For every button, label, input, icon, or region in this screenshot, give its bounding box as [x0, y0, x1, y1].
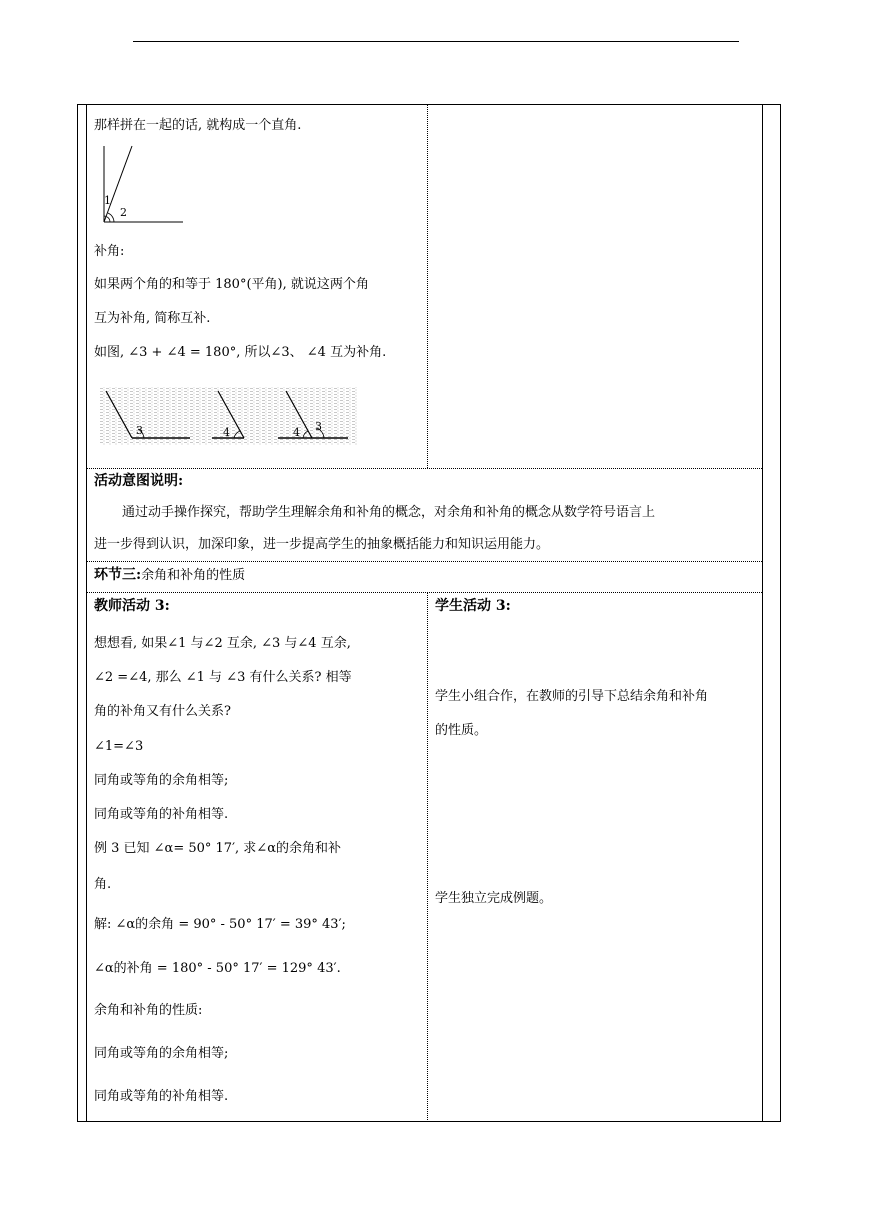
teacher-line: ∠α的补角 = 180° - 50° 17′ = 129° 43′.: [94, 961, 341, 976]
intent-title: 活动意图说明:: [94, 473, 184, 489]
fig2-label-3b: 3: [315, 420, 322, 433]
header-rule: [133, 41, 739, 42]
student-title: 学生活动 3:: [435, 598, 511, 614]
intent-body-line2: 进一步得到认识，加深印象，进一步提高学生的抽象概括能力和知识运用能力。: [94, 537, 550, 552]
angle-label-1: 1: [104, 194, 111, 207]
section3-label: 环节三:: [94, 567, 142, 583]
teacher-line: 角.: [94, 877, 112, 892]
supplement-definition-line2: 互为补角, 简称互补.: [94, 311, 211, 326]
teacher-line: 同角或等角的余角相等;: [94, 773, 229, 788]
section3-heading: [94, 567, 245, 584]
fig2-label-4b: 4: [293, 426, 300, 439]
teacher-title: 教师活动 3:: [94, 598, 170, 614]
supplement-title: 补角:: [94, 244, 125, 259]
supplement-example: 如图, ∠3 + ∠4 = 180°, 所以∠3、 ∠4 互为补角.: [94, 345, 387, 360]
teacher-line: 同角或等角的补角相等.: [94, 1089, 229, 1104]
section3-title: 余角和补角的性质: [141, 568, 246, 583]
column-divider-bottom: [427, 592, 428, 1122]
teacher-line: 解: ∠α的余角 = 90° - 50° 17′ = 39° 43′;: [94, 917, 346, 932]
teacher-line: 角的补角又有什么关系?: [94, 704, 231, 719]
teacher-line: 同角或等角的补角相等.: [94, 807, 229, 822]
table-left-inner-border: [86, 104, 87, 1122]
teacher-line: 例 3 已知 ∠α= 50° 17′, 求∠α的余角和补: [94, 841, 341, 856]
table-right-inner-border: [762, 104, 763, 1122]
teacher-line: 想想看, 如果∠1 与∠2 互余, ∠3 与∠4 互余,: [94, 636, 351, 651]
supplement-definition-line1: 如果两个角的和等于 180°(平角), 就说这两个角: [94, 277, 369, 292]
row-divider-3: [86, 592, 762, 593]
angle-label-2: 2: [120, 206, 127, 219]
student-activity2: 学生独立完成例题。: [435, 891, 553, 906]
row-divider-2: [86, 561, 762, 562]
teacher-line: 余角和补角的性质:: [94, 1003, 203, 1018]
row-divider-1: [86, 468, 762, 469]
teacher-line: ∠1=∠3: [94, 739, 144, 754]
supplementary-angles-figure: [100, 385, 362, 447]
student-activity1-line1: 学生小组合作，在教师的引导下总结余角和补角: [435, 689, 709, 704]
teacher-line: 同角或等角的余角相等;: [94, 1046, 229, 1061]
teacher-line: ∠2 =∠4, 那么 ∠1 与 ∠3 有什么关系? 相等: [94, 670, 352, 685]
column-divider-top: [427, 104, 428, 468]
text-line: 那样拼在一起的话, 就构成一个直角.: [94, 118, 302, 133]
fig2-label-3a: 3: [136, 424, 143, 437]
fig2-label-4a: 4: [223, 426, 230, 439]
student-activity1-line2: 的性质。: [435, 723, 488, 738]
intent-body-line1: 通过动手操作探究，帮助学生理解余角和补角的概念，对余角和补角的概念从数学符号语言上: [122, 505, 656, 520]
right-angle-figure: [95, 143, 195, 233]
